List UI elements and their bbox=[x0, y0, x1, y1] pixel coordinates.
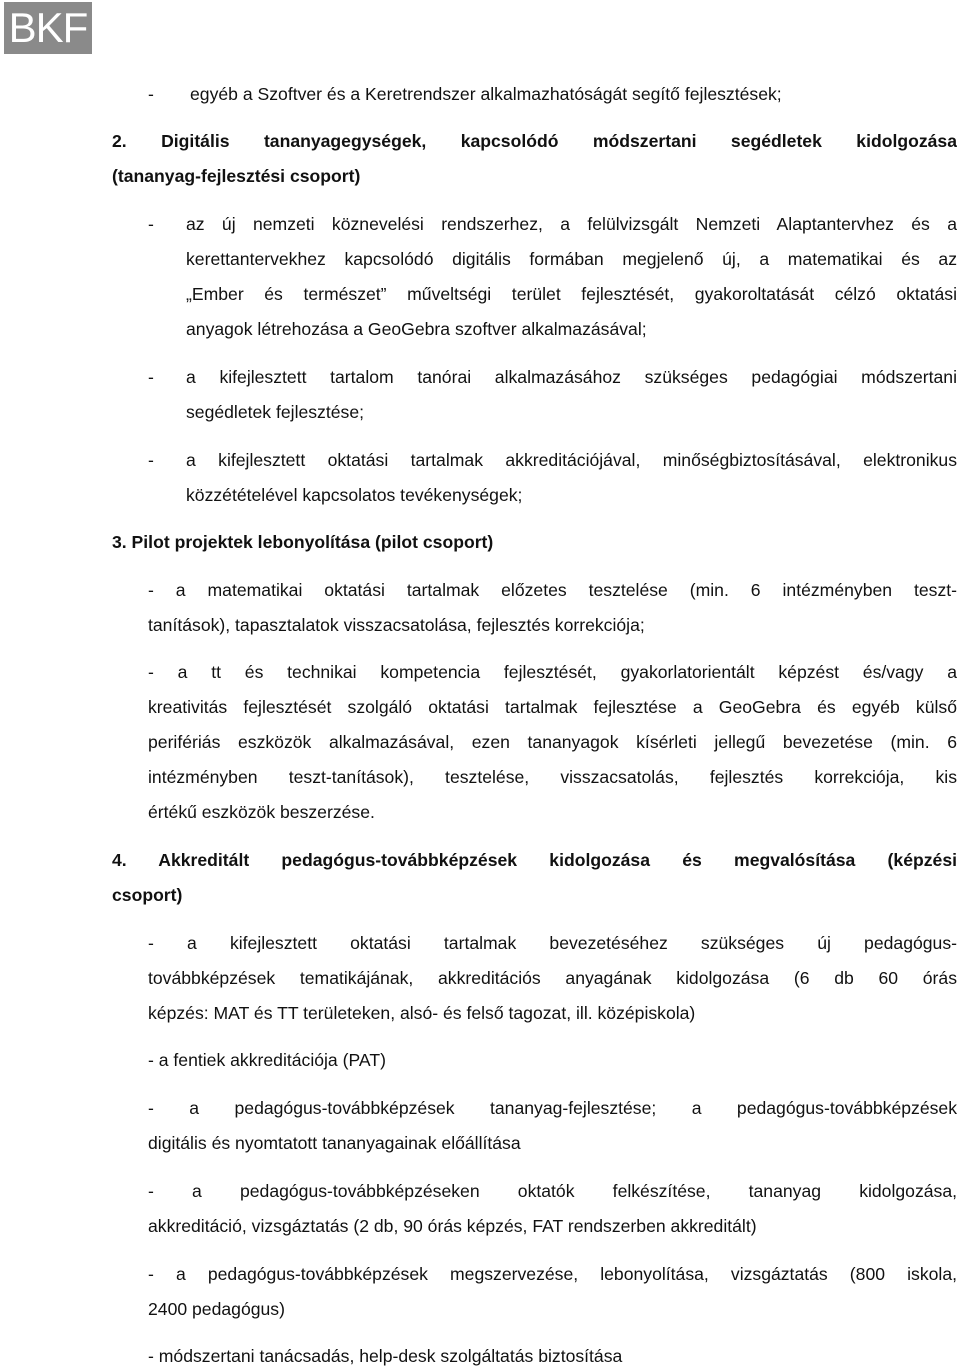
paragraph-line: 2400 pedagógus) bbox=[148, 1299, 285, 1319]
paragraph-line: - a pedagógus-továbbképzéseken oktatók felkészítése, tananyag kidolgozása, bbox=[148, 1181, 957, 1201]
paragraph-line: perifériás eszközök alkalmazásával, ezen tananyagok kísérleti jellegű bevezetése (min. 6 bbox=[148, 732, 957, 752]
paragraph-line: - a tt és technikai kompetencia fejlesztését, gyakorlatorientált képzést és/vagy a bbox=[148, 662, 957, 682]
paragraph-line: - a pedagógus-továbbképzések tananyag-fejlesztése; a pedagógus-továbbképzések bbox=[148, 1098, 957, 1118]
section-2-heading-cont: (tananyag-fejlesztési csoport) bbox=[112, 166, 361, 186]
paragraph-line: értékű eszközök beszerzése. bbox=[148, 802, 375, 822]
list-item-line: anyagok létrehozása a GeoGebra szoftver alkalmazásával; bbox=[186, 319, 647, 339]
paragraph-line: - módszertani tanácsadás, help-desk szolgáltatás biztosítása bbox=[148, 1346, 623, 1366]
paragraph-line: - a matematikai oktatási tartalmak előzetes tesztelése (min. 6 intézményben teszt- bbox=[148, 580, 957, 600]
paragraph-line: - a kifejlesztett oktatási tartalmak bevezetéséhez szükséges új pedagógus- bbox=[148, 933, 957, 953]
list-dash: - bbox=[148, 367, 154, 387]
list-dash: - bbox=[148, 214, 154, 234]
paragraph-line: digitális és nyomtatott tananyagainak előállítása bbox=[148, 1133, 521, 1153]
paragraph-line: tanítások), tapasztalatok visszacsatolása, fejlesztés korrekciója; bbox=[148, 615, 645, 635]
paragraph-line: intézményben teszt-tanítások), tesztelése, visszacsatolás, fejlesztés korrekciója, kis bbox=[148, 767, 957, 787]
section-4-heading-cont: csoport) bbox=[112, 885, 183, 905]
list-item-line: az új nemzeti köznevelési rendszerhez, a felülvizsgált Nemzeti Alaptantervhez és a bbox=[186, 214, 957, 234]
paragraph-line: - a fentiek akkreditációja (PAT) bbox=[148, 1050, 386, 1070]
bkf-logo: BKF bbox=[4, 2, 92, 54]
paragraph-line: akkreditáció, vizsgáztatás (2 db, 90 órás képzés, FAT rendszerben akkreditált) bbox=[148, 1216, 757, 1236]
list-dash: - bbox=[148, 450, 154, 470]
list-item-line: közzétételével kapcsolatos tevékenységek; bbox=[186, 485, 523, 505]
list-item-line: kerettantervekhez kapcsolódó digitális formában megjelenő új, a matematikai és az bbox=[186, 249, 957, 269]
list-item-line: „Ember és természet” műveltségi terület fejlesztését, gyakoroltatását célzó oktatási bbox=[186, 284, 957, 304]
list-item-line: a kifejlesztett oktatási tartalmak akkreditációjával, minőségbiztosításával, elektronikus bbox=[186, 450, 957, 470]
list-item-line: a kifejlesztett tartalom tanórai alkalmazásához szükséges pedagógiai módszertani bbox=[186, 367, 957, 387]
list-item-text: egyéb a Szoftver és a Keretrendszer alkalmazhatóságát segítő fejlesztések; bbox=[190, 84, 782, 104]
list-dash: - bbox=[148, 84, 154, 104]
section-2-heading: 2. Digitális tananyagegységek, kapcsolódó módszertani segédletek kidolgozása bbox=[112, 131, 957, 151]
paragraph-line: képzés: MAT és TT területeken, alsó- és felső tagozat, ill. középiskola) bbox=[148, 1003, 696, 1023]
paragraph-line: kreativitás fejlesztését szolgáló oktatási tartalmak fejlesztése a GeoGebra és egyéb külső bbox=[148, 697, 957, 717]
paragraph-line: - a pedagógus-továbbképzések megszervezése, lebonyolítása, vizsgáztatás (800 iskola, bbox=[148, 1264, 957, 1284]
section-3-heading: 3. Pilot projektek lebonyolítása (pilot csoport) bbox=[112, 532, 494, 552]
section-4-heading: 4. Akkreditált pedagógus-továbbképzések kidolgozása és megvalósítása (képzési bbox=[112, 850, 957, 870]
paragraph-line: továbbképzések tematikájának, akkreditációs anyagának kidolgozása (6 db 60 órás bbox=[148, 968, 957, 988]
list-item-line: segédletek fejlesztése; bbox=[186, 402, 364, 422]
